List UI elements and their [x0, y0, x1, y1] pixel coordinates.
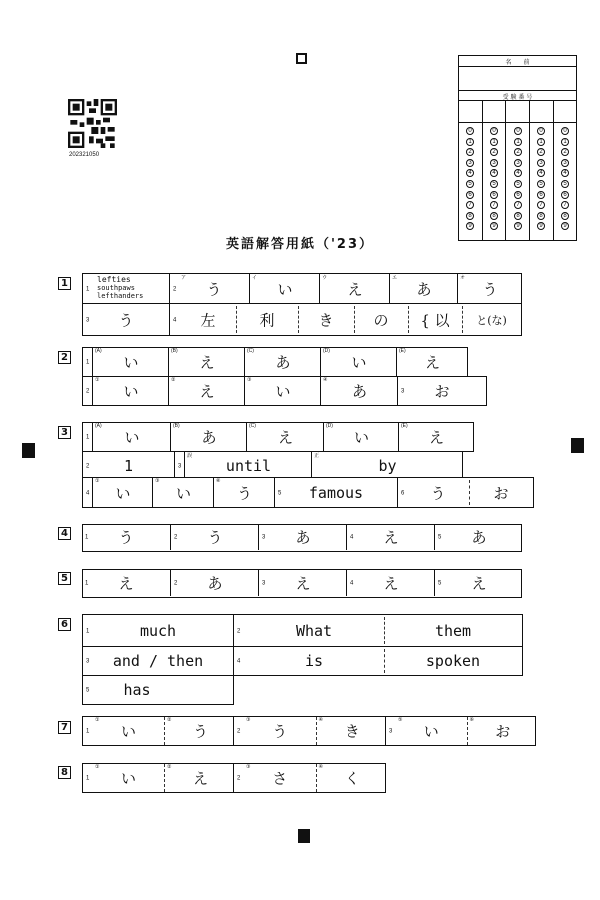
digit-bubble[interactable]: 5: [514, 180, 522, 188]
q1-sub-b: イ い: [249, 274, 320, 303]
qr-code: [68, 99, 117, 148]
answer-index: 2: [174, 579, 178, 586]
q8-sub-answer: [164, 764, 236, 792]
name-field[interactable]: [460, 68, 574, 90]
digit-bubble[interactable]: 7: [466, 201, 474, 209]
q6-answer-3[interactable]: 3 and / then: [82, 646, 234, 676]
digit-bubble[interactable]: 9: [466, 222, 474, 230]
answer-index: 5: [438, 534, 442, 541]
q1-answer-2[interactable]: 2 ア う イ い ウ え エ あ オ う: [169, 273, 522, 304]
group-index: 1: [86, 775, 90, 782]
sub-label: ⑥: [469, 717, 474, 723]
q7-sub-answer: [467, 717, 539, 745]
digit-bubble[interactable]: 9: [537, 222, 545, 230]
sub-label: ②: [167, 717, 172, 723]
digit-bubble[interactable]: 3: [561, 159, 569, 167]
q1-a1-line-1: lefties: [97, 275, 131, 284]
question-number-8: 8: [58, 766, 71, 779]
q1-a4-char-1: 左: [200, 311, 216, 329]
sub-answer-text: う: [192, 722, 208, 741]
answer-index: 1: [85, 579, 89, 586]
digit-bubble[interactable]: 5: [490, 180, 498, 188]
q6-answer-2[interactable]: 2 What them: [233, 614, 523, 647]
digit-bubble[interactable]: 2: [537, 148, 545, 156]
answer-text: う: [207, 528, 223, 547]
digit-bubble[interactable]: 0: [490, 127, 498, 135]
q7-sub-answer: [396, 717, 467, 745]
sub-answer-text: き: [344, 722, 360, 741]
q1-a4-char-4: の: [373, 311, 389, 329]
digit-bubble[interactable]: 4: [537, 169, 545, 177]
digit-bubble[interactable]: 6: [466, 191, 474, 199]
q3-answer-3[interactable]: 3 誤 until 正 by: [174, 451, 463, 481]
sub-label: ③: [246, 764, 251, 770]
q7-sub-answer: [244, 717, 316, 745]
sub-answer-text: い: [120, 769, 136, 788]
q6-answer-4[interactable]: 4 is spoken: [233, 646, 523, 676]
digit-bubble[interactable]: 2: [514, 148, 522, 156]
digit-bubble[interactable]: 1: [561, 138, 569, 146]
q5-answer-1[interactable]: [82, 569, 170, 596]
digit-bubble[interactable]: 7: [514, 201, 522, 209]
digit-bubble[interactable]: 7: [537, 201, 545, 209]
q8-group-2[interactable]: [233, 763, 386, 793]
digit-bubble[interactable]: 6: [490, 191, 498, 199]
q1-sub-c: ウ え: [319, 274, 390, 303]
digit-bubble[interactable]: 7: [561, 201, 569, 209]
sub-answer-text: い: [120, 722, 136, 741]
question-number-7: 7: [58, 721, 71, 734]
digit-bubble[interactable]: 9: [514, 222, 522, 230]
digit-bubble[interactable]: 8: [466, 212, 474, 220]
digit-bubble[interactable]: 6: [514, 191, 522, 199]
answer-index: 5: [438, 579, 442, 586]
digit-bubble[interactable]: 8: [514, 212, 522, 220]
q3-answer-5[interactable]: 5 famous: [274, 477, 398, 508]
q8-sub-answer: [244, 764, 316, 792]
q3-answer-2[interactable]: 2 1: [82, 451, 175, 481]
answer-index: 3: [262, 579, 266, 586]
digit-bubble[interactable]: 2: [490, 148, 498, 156]
q4-answer-1[interactable]: [82, 524, 170, 550]
q7-sub-answer: [164, 717, 236, 745]
q2-row-2[interactable]: 2 ① い ② え ③ い ④ あ: [82, 376, 398, 406]
q7-group-2[interactable]: [233, 716, 386, 746]
question-number-3: 3: [58, 426, 71, 439]
digit-bubble[interactable]: 5: [537, 180, 545, 188]
digit-bubble[interactable]: 2: [466, 148, 474, 156]
digit-bubble[interactable]: 7: [490, 201, 498, 209]
q1-answer-1[interactable]: 1 lefties southpaws lefthanders: [82, 273, 170, 304]
digit-bubble[interactable]: 4: [561, 169, 569, 177]
q4-answers[interactable]: [82, 524, 522, 552]
q7-group-1[interactable]: [82, 716, 234, 746]
q1-a4-char-3: き: [318, 311, 334, 329]
group-index: 3: [389, 728, 393, 735]
answer-text: え: [118, 574, 134, 592]
q2-row-1[interactable]: (A) い (B) え (C) あ (D) い (E) え 1: [82, 347, 468, 377]
answer-index: 3: [262, 534, 266, 541]
q1-a1-line-2: southpaws: [97, 284, 135, 292]
answer-text: あ: [471, 528, 487, 547]
digit-bubble[interactable]: 3: [466, 159, 474, 167]
name-label: 名 前: [505, 59, 530, 66]
exam-number-label: 受 験 番 号: [502, 94, 533, 101]
sheet-code: 202321050: [69, 152, 100, 158]
group-index: 2: [237, 775, 241, 782]
answer-index: 4: [350, 534, 354, 541]
digit-bubble[interactable]: 8: [490, 212, 498, 220]
q3-answer-6[interactable]: 6 う お: [397, 477, 534, 508]
q3-row-1[interactable]: 1 (A) い (B) あ (C) え (D) い (E) え: [82, 422, 474, 452]
q3-row-3[interactable]: 4 ① い ③ い ⑥ う: [82, 477, 275, 508]
answer-index: 1: [85, 534, 89, 541]
q8-sub-answer: [93, 764, 164, 792]
question-number-6: 6: [58, 618, 71, 631]
digit-bubble[interactable]: 0: [561, 127, 569, 135]
question-number-5: 5: [58, 572, 71, 585]
q8-group-1[interactable]: [82, 763, 234, 793]
digit-bubble[interactable]: 9: [561, 222, 569, 230]
answer-text: え: [471, 574, 487, 592]
digit-bubble[interactable]: 4: [514, 169, 522, 177]
sub-answer-text: く: [344, 769, 360, 788]
q4-answer-2[interactable]: [170, 524, 259, 550]
digit-bubble[interactable]: 1: [490, 138, 498, 146]
q1-sub-d: エ あ: [389, 274, 458, 303]
answer-text: う: [118, 528, 134, 547]
digit-bubble[interactable]: 4: [466, 169, 474, 177]
q1-a1-line-3: lefthanders: [97, 292, 144, 300]
sub-label: ①: [95, 717, 100, 723]
q5-answer-4[interactable]: [346, 569, 435, 596]
q7-sub-answer: [316, 717, 389, 745]
sub-label: ④: [318, 717, 323, 723]
answer-text: え: [295, 574, 311, 592]
digit-bubble[interactable]: 8: [537, 212, 545, 220]
q7-group-3[interactable]: [385, 716, 536, 746]
question-number-4: 4: [58, 527, 71, 540]
sub-answer-text: さ: [272, 769, 288, 788]
sub-answer-text: え: [192, 769, 208, 788]
q6-answer-5[interactable]: 5 has: [82, 675, 234, 705]
sub-label: ③: [246, 717, 251, 723]
question-number-2: 2: [58, 351, 71, 364]
q1-a4-char-2: 利: [259, 311, 275, 329]
digit-bubble[interactable]: 0: [537, 127, 545, 135]
q8-sub-answer: [316, 764, 389, 792]
q1-a4-char-6: と(な): [476, 313, 507, 327]
digit-bubble[interactable]: 3: [537, 159, 545, 167]
q3-wrong-word: until: [225, 457, 272, 475]
registration-mark-right: [571, 438, 584, 453]
digit-bubble[interactable]: 0: [466, 127, 474, 135]
q3-correct-word: by: [378, 457, 397, 475]
sub-answer-text: お: [495, 722, 511, 741]
digit-bubble[interactable]: 1: [466, 138, 474, 146]
digit-bubble[interactable]: 6: [537, 191, 545, 199]
q5-answer-2[interactable]: [170, 569, 259, 596]
registration-mark-left: [22, 443, 35, 458]
sub-answer-text: い: [423, 722, 439, 741]
digit-bubble[interactable]: 2: [561, 148, 569, 156]
q1-a4-char-5: { 以: [420, 311, 450, 329]
q6-answer-1[interactable]: 1 much: [82, 614, 234, 647]
sub-label: ④: [318, 764, 323, 770]
digit-bubble[interactable]: 9: [490, 222, 498, 230]
sub-label: ①: [95, 764, 100, 770]
q1-sub-e: オ う: [457, 274, 522, 303]
registration-mark-bottom: [298, 829, 310, 843]
question-number-1: 1: [58, 277, 71, 290]
digit-bubble[interactable]: 4: [490, 169, 498, 177]
group-index: 2: [237, 728, 241, 735]
sub-label: ⑤: [398, 717, 403, 723]
sub-answer-text: う: [272, 722, 288, 741]
answer-index: 2: [174, 534, 178, 541]
answer-text: え: [383, 528, 399, 547]
answer-text: あ: [295, 528, 311, 547]
q1-sub-a: ア う: [181, 275, 222, 298]
group-index: 1: [86, 728, 90, 735]
digit-bubble[interactable]: 6: [561, 191, 569, 199]
q5-answers[interactable]: [82, 569, 522, 598]
q5-answer-5[interactable]: [434, 569, 523, 596]
registration-mark-top: [296, 53, 307, 64]
digit-bubble[interactable]: 3: [490, 159, 498, 167]
q1-answer-4[interactable]: 4 左 利 き の { 以 と(な): [169, 303, 522, 336]
digit-bubble[interactable]: 1: [514, 138, 522, 146]
digit-bubble[interactable]: 5: [561, 180, 569, 188]
digit-bubble[interactable]: 1: [537, 138, 545, 146]
answer-text: え: [383, 574, 399, 592]
digit-bubble[interactable]: 5: [466, 180, 474, 188]
q2-answer-3[interactable]: 3 お: [397, 376, 487, 406]
q5-answer-3[interactable]: [258, 569, 347, 596]
q4-answer-3[interactable]: [258, 524, 347, 550]
page-title: 英語解答用紙（'23）: [225, 237, 375, 252]
digit-bubble[interactable]: 8: [561, 212, 569, 220]
answer-text: あ: [207, 574, 223, 592]
digit-bubble[interactable]: 0: [514, 127, 522, 135]
digit-bubble[interactable]: 3: [514, 159, 522, 167]
q7-sub-answer: [93, 717, 164, 745]
q4-answer-4[interactable]: [346, 524, 435, 550]
sub-label: ②: [167, 764, 172, 770]
q4-answer-5[interactable]: [434, 524, 523, 550]
answer-index: 4: [350, 579, 354, 586]
q1-answer-3[interactable]: 3 う: [82, 303, 170, 336]
